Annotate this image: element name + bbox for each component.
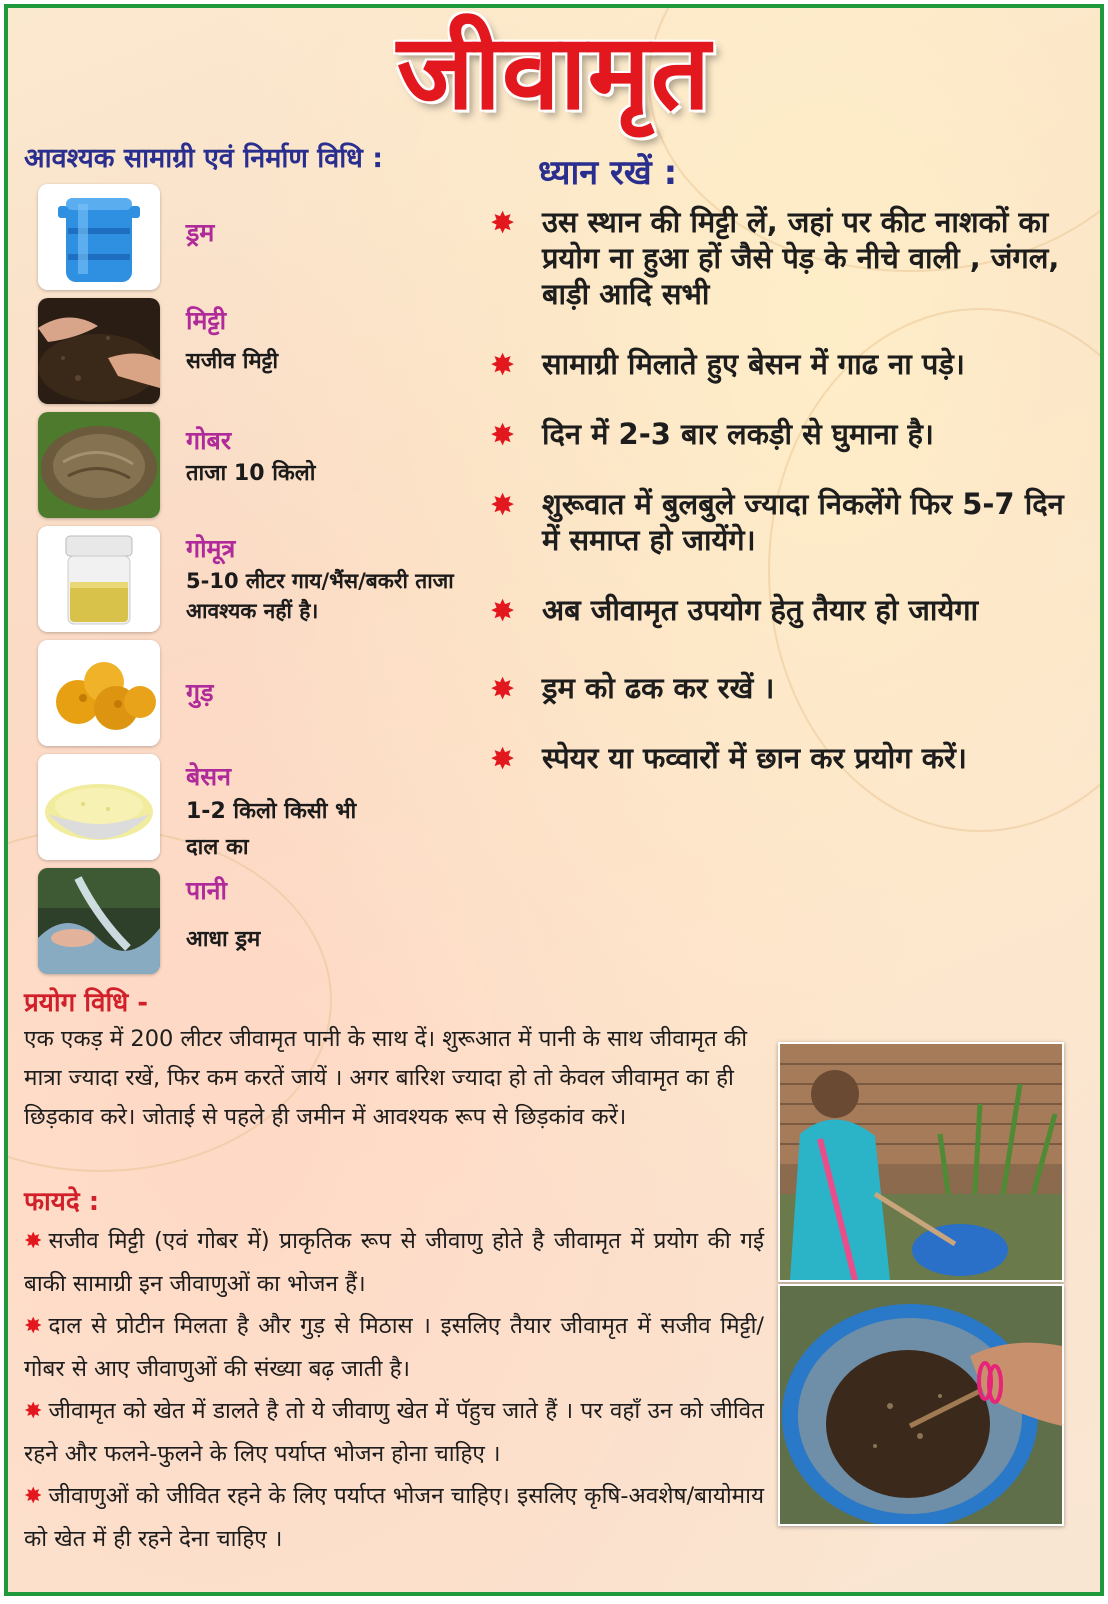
material-name: पानी xyxy=(186,876,228,905)
star-icon: ✸ xyxy=(490,672,516,707)
benefit-item: ✸ जीवाणुओं को जीवित रहने के लिए पर्याप्त भोजन चाहिए। इसलिए कृषि-अवशेष/बायोमाय को खेत में ही रहने देना चाहिए । xyxy=(24,1483,764,1552)
care-item: ✸ उस स्थान की मिट्टी लें, जहां पर कीट नाशकों का प्रयोग ना हुआ हों जैसे पेड़ के नीचे वाली , जंगल, बाड़ी आदि सभी xyxy=(490,205,1060,311)
star-icon: ✸ xyxy=(490,348,516,383)
materials-list xyxy=(38,184,478,982)
poster-title: जीवामृत xyxy=(396,11,712,133)
care-item: ✸ शुरूवात में बुलबुले ज्यादा निकलेंगे फिर 5-7 दिन में समाप्त हो जायेंगे। xyxy=(490,487,1064,557)
material-name: गोबर xyxy=(186,426,232,455)
usage-text: एक एकड़ में 200 लीटर जीवामृत पानी के साथ दें। शुरूआत में पानी के साथ जीवामृत की मात्रा ज्यादा रखें, फिर कम करतें जायें । अगर बारिश ज्यादा हो तो केवल जीवामृत का ही छिड़काव करे। जोताई से पहले ही जमीन में आवश्यक रूप से छिड़कांव करें। xyxy=(24,1026,748,1130)
star-icon: ✸ xyxy=(490,418,516,453)
material-item xyxy=(38,184,478,298)
woman-stirring-drum-photo xyxy=(778,1042,1064,1282)
material-desc: ताजा 10 किलो xyxy=(186,461,316,486)
care-heading: ध्यान रखें : xyxy=(538,153,678,193)
materials-heading: आवश्यक सामाग्री एवं निर्माण विधि : xyxy=(24,143,384,174)
material-name: गुड़ xyxy=(186,678,214,707)
benefits-list xyxy=(24,1220,764,1560)
cow-urine-jar-image xyxy=(38,526,160,632)
star-icon: ✸ xyxy=(490,488,516,523)
gram-flour-image xyxy=(38,754,160,860)
water-image xyxy=(38,868,160,974)
material-item xyxy=(38,298,478,412)
material-desc: सजीव मिट्टी xyxy=(186,349,279,374)
drum-image xyxy=(38,184,160,290)
benefit-item: ✸ जीवामृत को खेत में डालते है तो ये जीवाणु खेत में पॅहुच जाते हैं । पर वहाँ उन को जीवित रहने और फलने-फुलने के लिए पर्याप्त भोजन होना चाहिए । xyxy=(24,1398,764,1467)
poster xyxy=(4,4,1104,1596)
material-desc: 1-2 किलो किसी भी दाल का xyxy=(186,799,357,860)
benefits-heading: फायदे : xyxy=(24,1187,100,1217)
care-item: ✸ अब जीवामृत उपयोग हेतु तैयार हो जायेगा xyxy=(490,593,979,629)
care-item: ✸ स्पेयर या फव्वारों में छान कर प्रयोग करें। xyxy=(490,741,967,777)
material-name: बेसन xyxy=(186,762,232,791)
material-item xyxy=(38,754,478,868)
usage-heading: प्रयोग विधि - xyxy=(24,988,149,1018)
material-name: गोमूत्र xyxy=(186,534,236,563)
jaggery-image xyxy=(38,640,160,746)
star-icon: ✸ xyxy=(24,1314,43,1339)
material-item xyxy=(38,526,478,640)
star-icon: ✸ xyxy=(24,1399,43,1424)
benefit-item: ✸ दाल से प्रोटीन मिलता है और गुड़ से मिठास । इसलिए तैयार जीवामृत में सजीव मिट्टी/गोबर से आए जीवाणुओं की संख्या बढ़ जाती है। xyxy=(24,1313,764,1382)
material-item xyxy=(38,640,478,754)
star-icon: ✸ xyxy=(490,206,516,241)
benefit-item: ✸ सजीव मिट्टी (एवं गोबर में) प्राकृतिक रूप से जीवाणु होते है जीवामृत में प्रयोग की गई बाकी सामाग्री इन जीवाणुओं का भोजन हैं। xyxy=(24,1228,764,1297)
material-desc: आधा ड्रम xyxy=(186,927,261,952)
material-name: मिट्टी xyxy=(186,306,227,335)
material-desc: 5-10 लीटर गाय/भैंस/बकरी ताजा आवश्यक नहीं है। xyxy=(186,569,454,623)
material-item xyxy=(38,412,478,526)
care-item: ✸ दिन में 2-3 बार लकड़ी से घुमाना है। xyxy=(490,417,934,453)
star-icon: ✸ xyxy=(24,1229,43,1254)
cow-dung-image xyxy=(38,412,160,518)
material-name: ड्रम xyxy=(186,218,215,247)
care-item: ✸ ड्रम को ढक कर रखें । xyxy=(490,671,775,707)
material-item xyxy=(38,868,478,982)
care-list xyxy=(490,204,1070,776)
drum-top-view-photo xyxy=(778,1284,1064,1526)
care-item: ✸ सामाग्री मिलाते हुए बेसन में गाढ ना पड़े। xyxy=(490,347,965,383)
star-icon: ✸ xyxy=(490,742,516,777)
star-icon: ✸ xyxy=(24,1484,43,1509)
soil-image xyxy=(38,298,160,404)
star-icon: ✸ xyxy=(490,594,516,629)
